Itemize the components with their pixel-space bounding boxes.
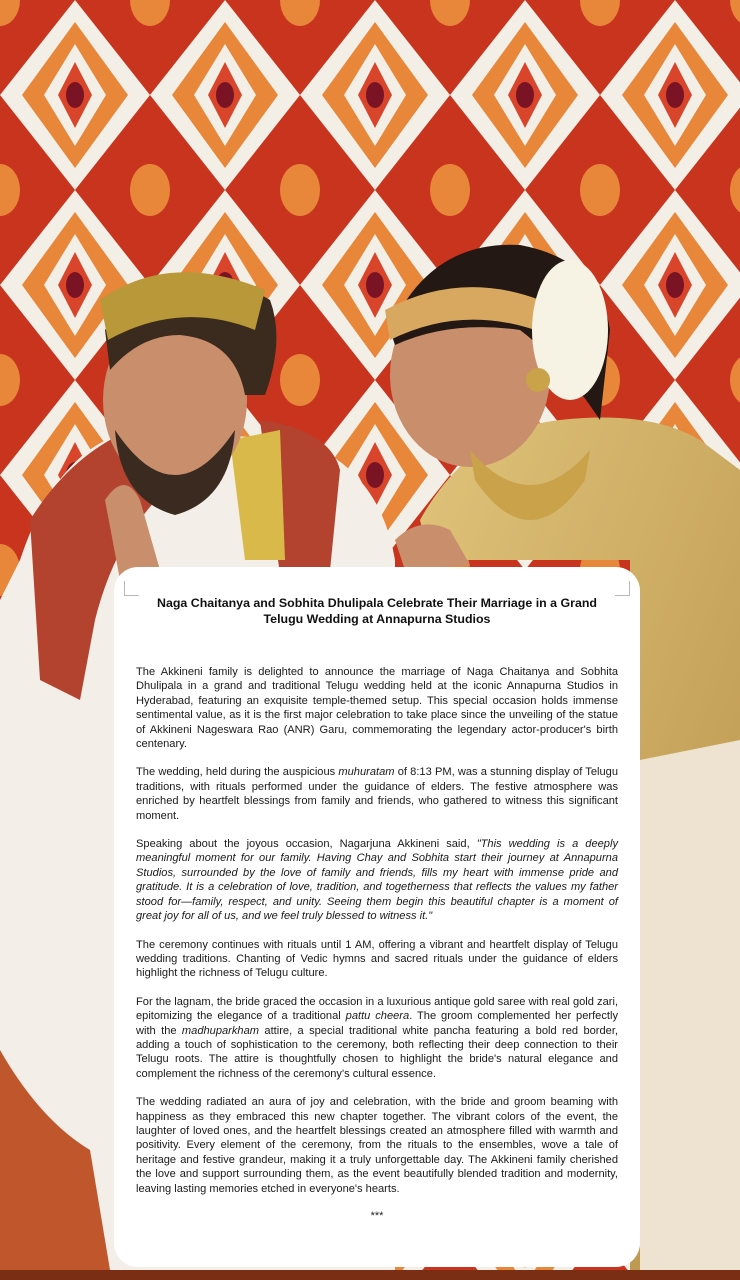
- paragraph-text: of 8:13 PM, was a stunning display of Telugu traditions, with rituals performed under the guidance of elders. The festive atmosphere was enriched by heartfelt blessings from family and friends, who gathered to witness this significant moment.: [136, 766, 618, 822]
- paragraph-announcement: The Akkineni family is delighted to announce the marriage of Naga Chaitanya and Sobhita Dhulipala in a grand and traditional Telugu wedding held at the iconic Annapurna Studios in Hyderabad, featuring an exquisite temple-themed setup. This special occasion holds immense sentimental value, as it is the first major celebration to take place since the unveiling of the statue of Akkineni Nageswara Rao (ANR) Garu, commemorating the legendary actor-producer's birth centenary.: [136, 666, 618, 751]
- paragraph-text: . The groom complemented her perfectly with the: [136, 1010, 618, 1037]
- paragraph-text: For the lagnam, the bride graced the occasion in a luxurious antique gold saree with real gold zari, epitomizing the elegance of a traditional: [136, 995, 618, 1023]
- paragraph-quote: [136, 837, 618, 923]
- corner-mark-right: [615, 581, 630, 596]
- paragraph-muhuratam: [136, 765, 618, 823]
- bottom-border: [0, 1270, 740, 1280]
- paragraph-ceremony: The ceremony continues with rituals until 1 AM, offering a vibrant and heartfelt display of Telugu wedding traditions. Chanting of Vedic hymns and sacred rituals under the guidance of elders highlight the richness of Telugu culture.: [136, 938, 618, 980]
- paragraph-text: The wedding, held during the auspicious: [136, 766, 339, 779]
- emphasis-muhuratam: muhuratam: [338, 766, 395, 779]
- article-headline: Naga Chaitanya and Sobhita Dhulipala Celebrate Their Marriage in a Grand Telugu Wedding at Annapurna Studios: [157, 596, 597, 626]
- press-release-card: [114, 567, 640, 1267]
- emphasis-pattu-cheera: pattu cheera: [345, 1010, 410, 1023]
- paragraph-text: attire, a special traditional white pancha featuring a bold red border, adding a touch of sophistication to the ceremony, both reflecting their deep connection to their Telugu roots. The attire is thoughtfully chosen to highlight the bride's natural elegance and complement the richness of the ceremony's cultural essence.: [136, 1024, 618, 1080]
- quote-nagarjuna: "This wedding is a deeply meaningful moment for our family. Having Chay and Sobhita start their journey at Annapurna Studios, surrounded by the love of family and friends, fills my heart with immense pride and gratitude. It is a celebration of love, tradition, and togetherness that reflects the values my father stood for—family, respect, and unity. Seeing them begin this beautiful chapter is a moment of great joy for all of us, and we feel truly blessed to witness it.": [136, 838, 618, 923]
- paragraph-text: Speaking about the joyous occasion, Nagarjuna Akkineni said,: [136, 838, 477, 851]
- paragraph-attire: [136, 995, 618, 1081]
- end-mark: ***: [370, 1210, 384, 1222]
- corner-mark-left: [124, 581, 139, 596]
- emphasis-madhuparkham: madhuparkham: [181, 1024, 260, 1037]
- paragraph-celebration: The wedding radiated an aura of joy and celebration, with the bride and groom beaming with happiness as they embraced this new chapter together. The vibrant colors of the event, the laughter of loved ones, and the heartfelt blessings created an atmosphere filled with warmth and positivity. Every element of the ceremony, from the rituals to the ensembles, wove a tale of heritage and festive grandeur, making it a truly unforgettable day. The Akkineni family cherished the love and support surrounding them, as the event beautifully blended tradition and modernity, leaving lasting memories etched in everyone's hearts.: [136, 1096, 618, 1195]
